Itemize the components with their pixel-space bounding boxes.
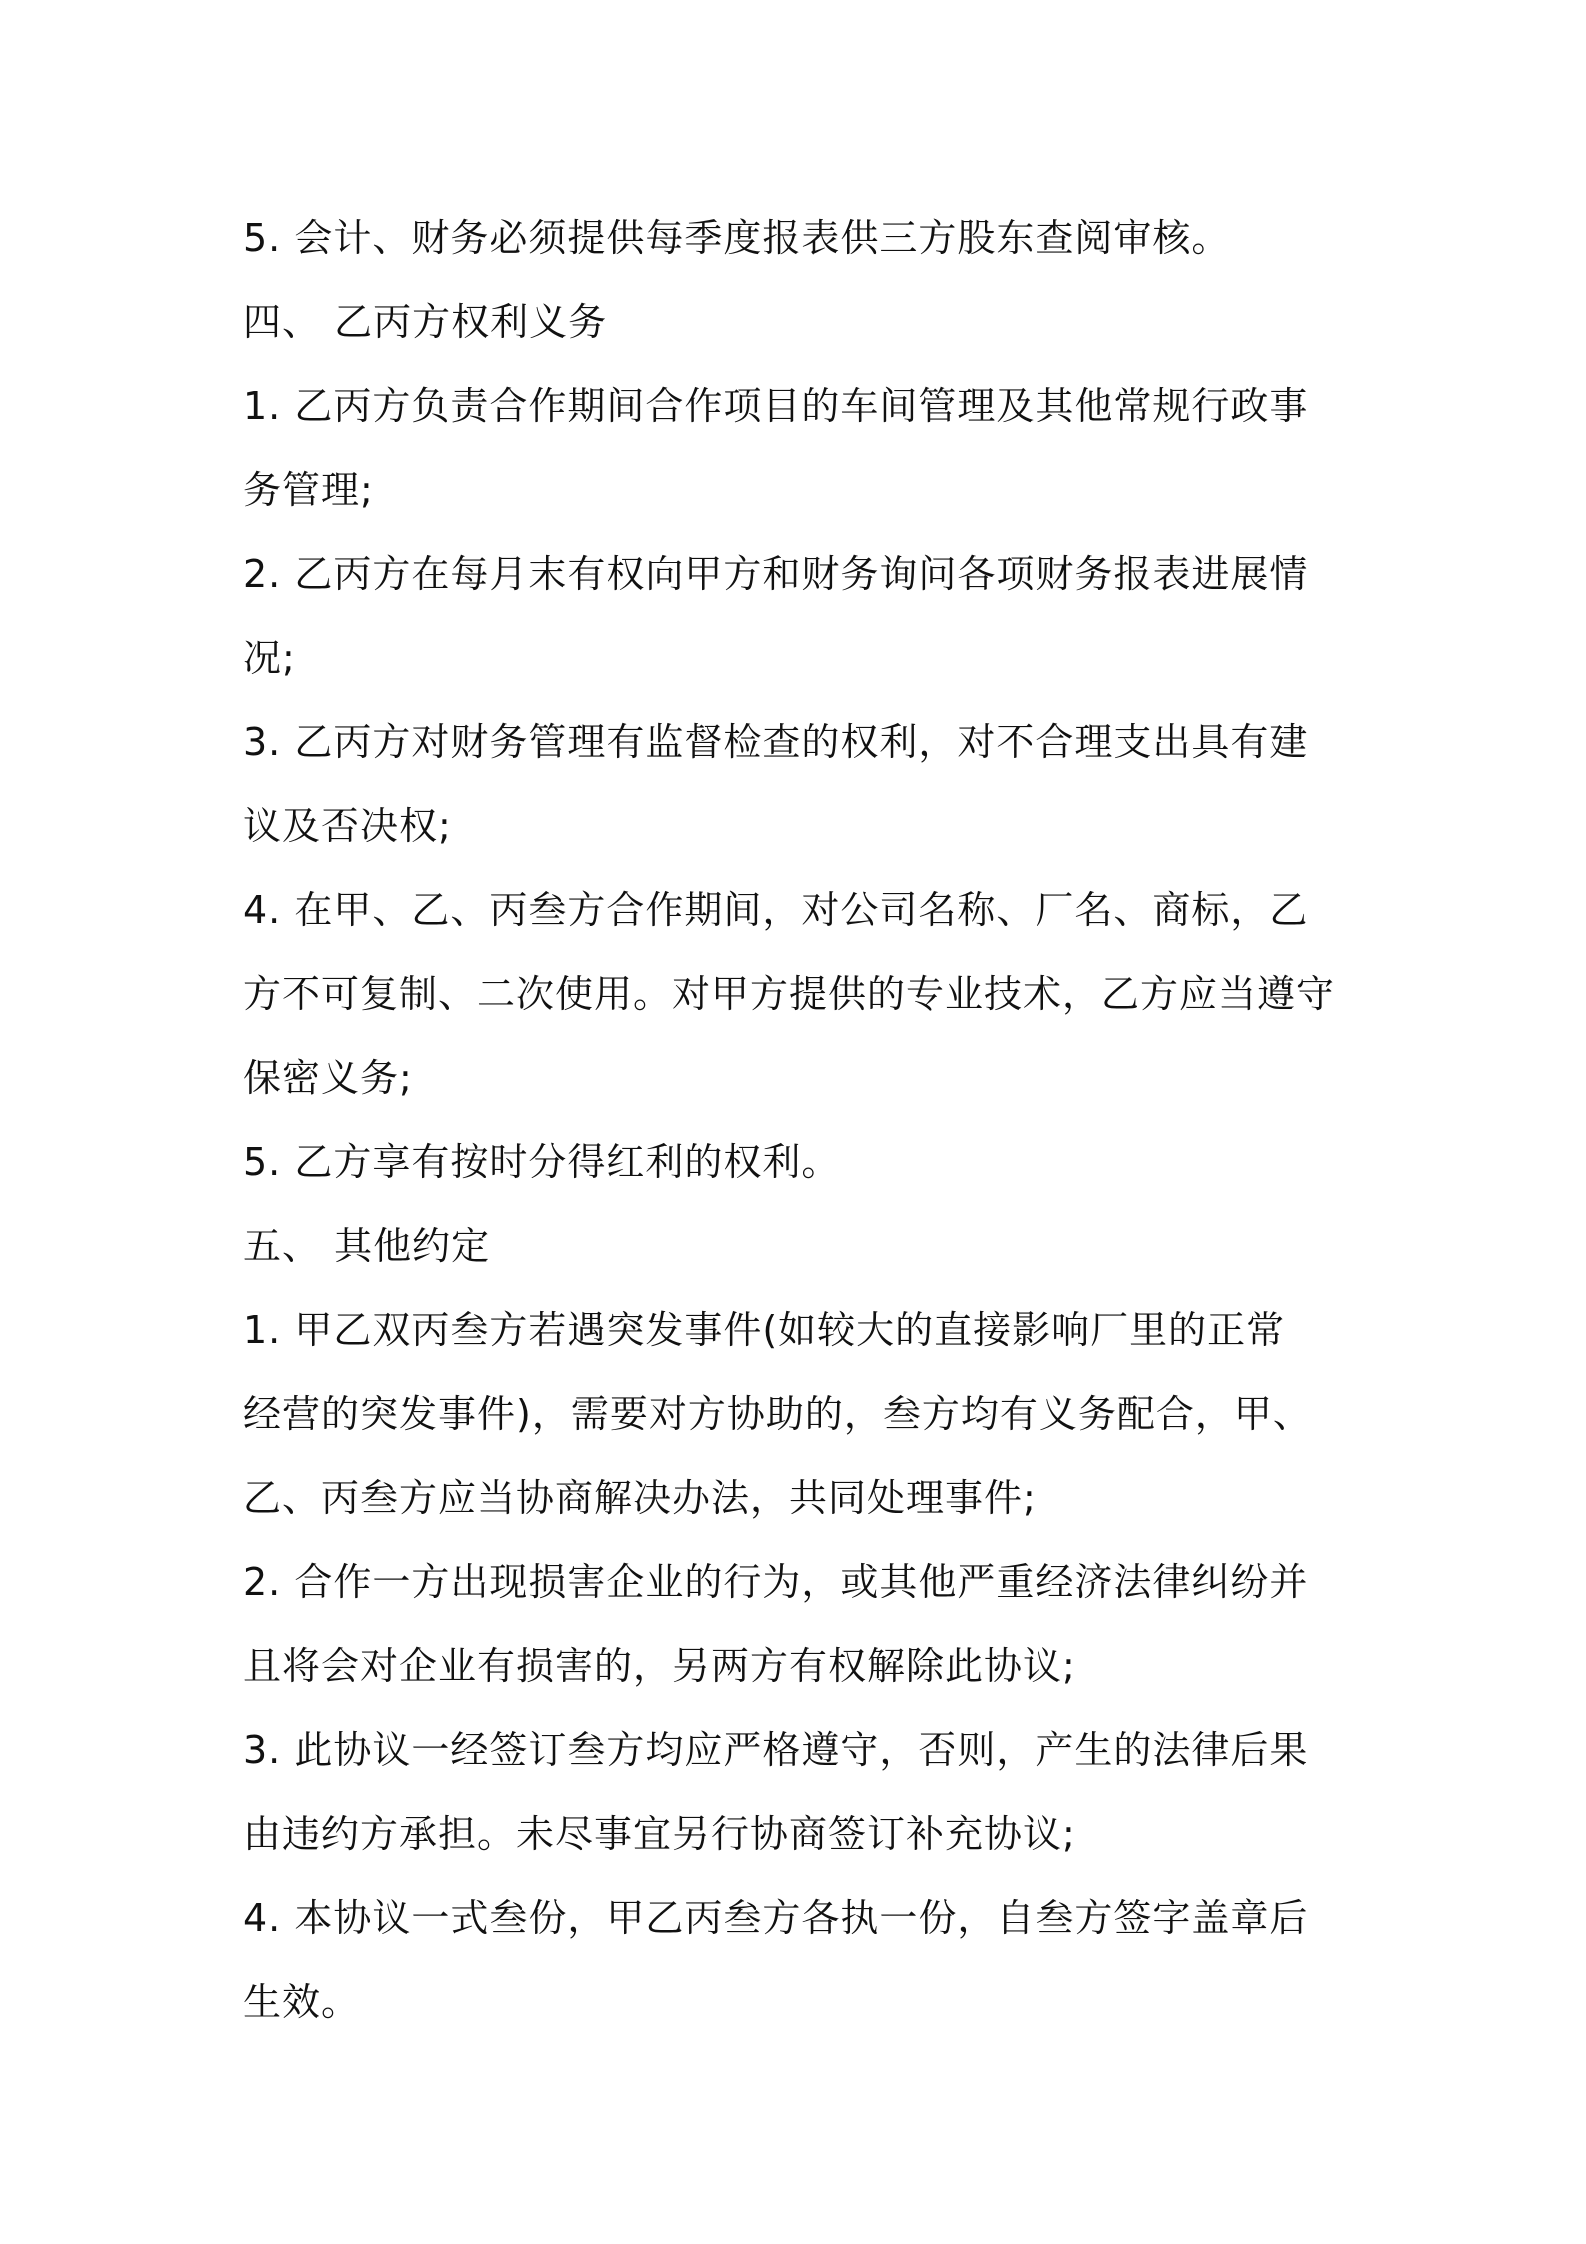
section-heading: 四、 乙丙方权利义务 [243,300,608,344]
text-line: 1. 甲乙双丙叁方若遇突发事件(如较大的直接影响厂里的正常 [243,1308,1286,1352]
text-line: 3. 此协议一经签订叁方均应严格遵守，否则，产生的法律后果 [243,1728,1309,1772]
section-heading: 五、 其他约定 [243,1224,491,1268]
text-line: 2. 乙丙方在每月末有权向甲方和财务询问各项财务报表进展情 [243,552,1309,596]
text-line: 5. 乙方享有按时分得红利的权利。 [243,1140,841,1184]
text-line: 保密义务; [243,1056,413,1100]
text-line: 况; [243,636,296,680]
text-line: 5. 会计、财务必须提供每季度报表供三方股东查阅审核。 [243,216,1231,260]
text-line: 方不可复制、二次使用。对甲方提供的专业技术，乙方应当遵守 [243,972,1336,1016]
text-line: 经营的突发事件)，需要对方协助的，叁方均有义务配合，甲、 [243,1392,1312,1436]
text-line: 1. 乙丙方负责合作期间合作项目的车间管理及其他常规行政事 [243,384,1309,428]
text-line: 议及否决权; [243,804,452,848]
text-line: 由违约方承担。未尽事宜另行协商签订补充协议; [243,1812,1076,1856]
text-line: 3. 乙丙方对财务管理有监督检查的权利，对不合理支出具有建 [243,720,1309,764]
text-line: 且将会对企业有损害的，另两方有权解除此协议; [243,1644,1076,1688]
text-line: 务管理; [243,468,374,512]
text-line: 2. 合作一方出现损害企业的行为，或其他严重经济法律纠纷并 [243,1560,1309,1604]
text-line: 生效。 [243,1980,361,2024]
text-line: 乙、丙叁方应当协商解决办法，共同处理事件; [243,1476,1037,1520]
text-line: 4. 在甲、乙、丙叁方合作期间，对公司名称、厂名、商标，乙 [243,888,1309,932]
text-line: 4. 本协议一式叁份，甲乙丙叁方各执一份，自叁方签字盖章后 [243,1896,1309,1940]
document-body [243,196,1355,2044]
